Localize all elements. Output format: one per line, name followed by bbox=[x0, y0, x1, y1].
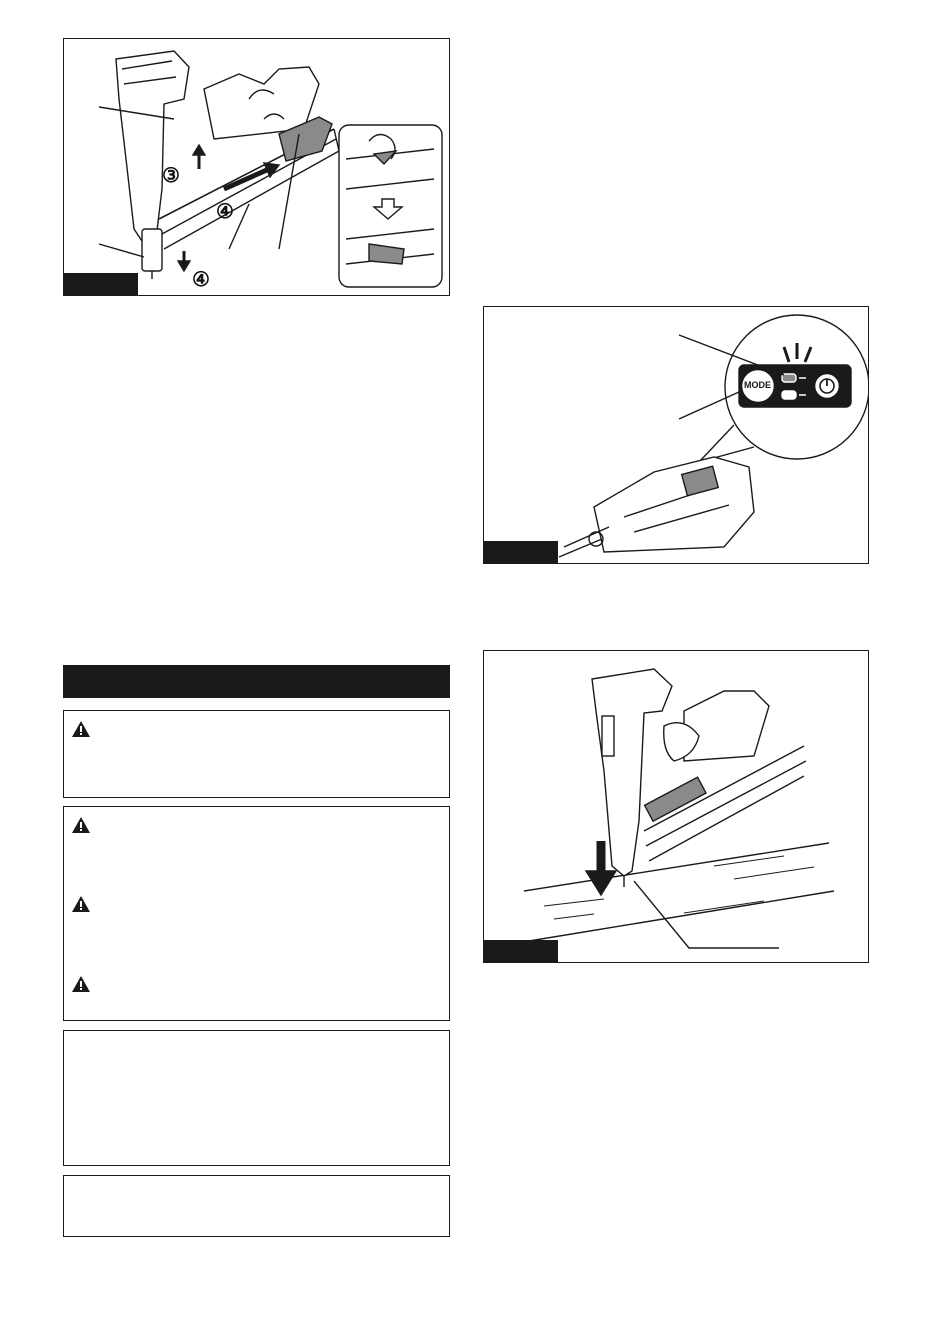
step-3-label: ③ bbox=[162, 165, 180, 187]
figure-3-nailer-on-workpiece bbox=[483, 650, 869, 963]
mode-button-label: MODE bbox=[744, 380, 771, 390]
warning-triangle-icon bbox=[71, 895, 91, 913]
warning-box-2 bbox=[63, 806, 450, 1021]
figure-1-number-tab bbox=[63, 273, 138, 296]
section-header-bar bbox=[63, 665, 450, 698]
figure-2-number-tab bbox=[483, 541, 558, 564]
figure-3-illustration bbox=[484, 651, 868, 962]
warning-box-1 bbox=[63, 710, 450, 798]
notice-box-4 bbox=[63, 1175, 450, 1237]
figure-1-magazine-loading bbox=[63, 38, 450, 296]
figure-2-illustration bbox=[484, 307, 868, 563]
warning-triangle-icon bbox=[71, 720, 91, 738]
figure-2-mode-panel bbox=[483, 306, 869, 564]
step-4-slide-label: ④ bbox=[216, 201, 234, 223]
figure-3-number-tab bbox=[483, 940, 558, 963]
notice-box-3 bbox=[63, 1030, 450, 1166]
warning-triangle-icon bbox=[71, 816, 91, 834]
step-4-down-label: ④ bbox=[192, 269, 210, 291]
warning-triangle-icon bbox=[71, 975, 91, 993]
figure-1-illustration bbox=[64, 39, 449, 295]
